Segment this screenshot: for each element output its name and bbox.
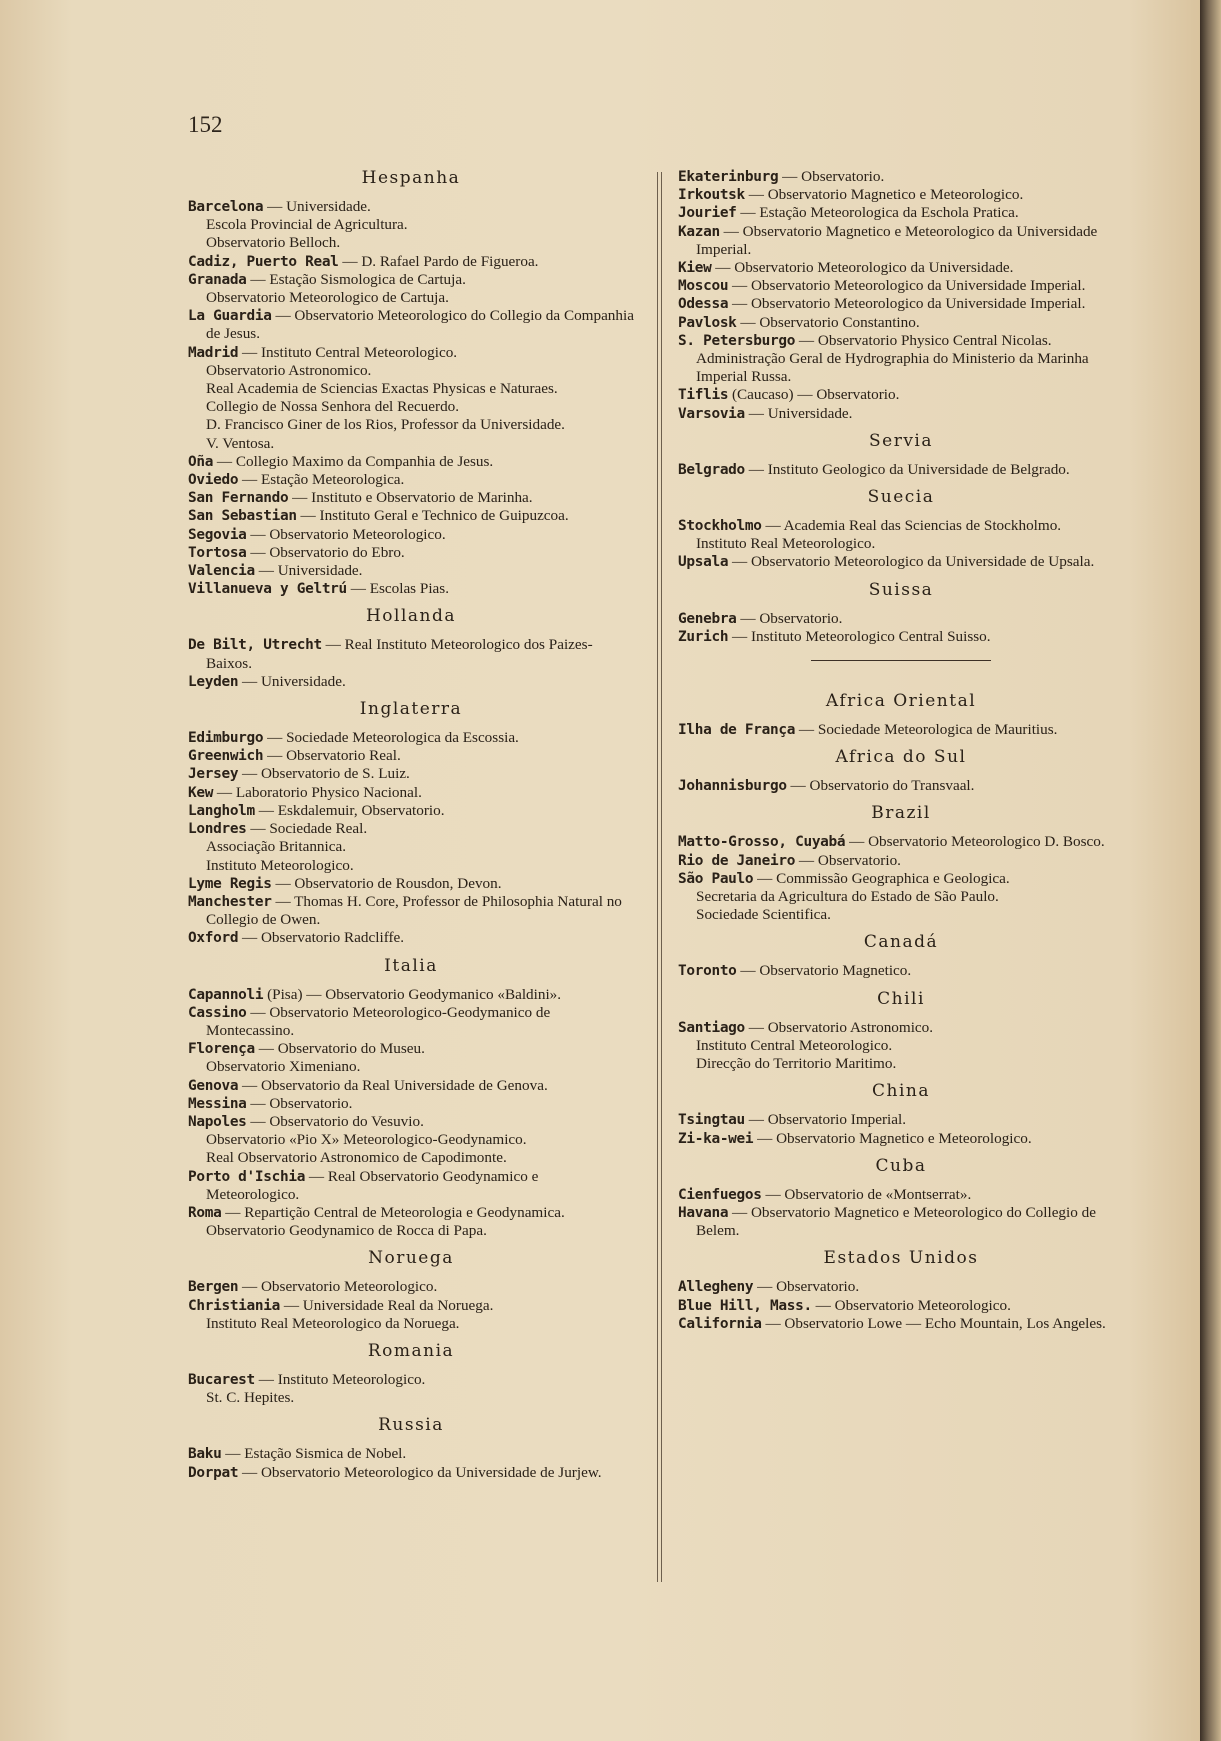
place-name: Matto-Grosso, Cuyabá bbox=[678, 834, 846, 851]
institution-text: — Observatorio. bbox=[778, 168, 885, 185]
institution-text: — Observatorio Meteorologico da Universidade Imperial. bbox=[728, 277, 1086, 295]
country-section bbox=[188, 168, 634, 598]
place-name: Bucarest bbox=[188, 1371, 255, 1388]
entry bbox=[678, 186, 1124, 204]
institution-text: — Observatorio Imperial. bbox=[744, 1111, 907, 1129]
entry-continuation: Observatorio Ximeniano. bbox=[206, 1058, 361, 1076]
country-section bbox=[678, 487, 1124, 572]
entry bbox=[188, 307, 634, 343]
place-name: Barcelona bbox=[188, 199, 264, 215]
institution-text: — Real Observatorio Geodynamico e Meteorologico. bbox=[206, 1167, 539, 1203]
country-heading: Chili bbox=[877, 988, 925, 1009]
place-name: Stockholmo bbox=[678, 518, 762, 535]
institution-text: — Observatorio da Real Universidade de Genova. bbox=[238, 1076, 548, 1094]
entry bbox=[188, 986, 634, 1004]
country-heading: Estados Unidos bbox=[823, 1248, 979, 1269]
institution-text: — Observatorio. bbox=[246, 1094, 353, 1112]
country-section bbox=[188, 1248, 634, 1333]
place-name: Granada bbox=[188, 271, 247, 288]
place-name: Toronto bbox=[678, 963, 737, 980]
entry-continuation: Escola Provincial de Agricultura. bbox=[206, 216, 408, 234]
entry bbox=[678, 610, 1124, 628]
entry bbox=[188, 1077, 634, 1095]
place-name: Napoles bbox=[188, 1113, 247, 1130]
entry-continuation: Instituto Central Meteorologico. bbox=[696, 1036, 893, 1054]
entry bbox=[678, 870, 1124, 888]
institution-text: — Observatorio Magnetico e Meteorologico do Collegio de Belem. bbox=[696, 1203, 1096, 1240]
place-name: Cassino bbox=[188, 1004, 247, 1021]
place-name: Ilha de França bbox=[678, 722, 796, 739]
institution-text: — Eskdalemuir, Observatorio. bbox=[254, 801, 445, 819]
entry-continuation: Real Observatorio Astronomico de Capodimonte. bbox=[206, 1149, 507, 1167]
entry bbox=[188, 802, 634, 820]
country-heading: Servia bbox=[868, 430, 933, 451]
institution-text: — Observatorio Meteorologico da Universidade de Upsala. bbox=[728, 553, 1095, 571]
institution-text: — Repartição Central de Meteorologia e Geodynamica. bbox=[221, 1203, 565, 1221]
place-name: Tiflis bbox=[678, 387, 729, 404]
entry bbox=[188, 562, 634, 580]
entry bbox=[678, 852, 1124, 870]
entry-continuation: St. C. Hepites. bbox=[206, 1389, 295, 1407]
entry bbox=[678, 259, 1124, 277]
entry bbox=[678, 1019, 1124, 1037]
place-name: Messina bbox=[188, 1095, 247, 1112]
institution-text: — Estação Meteorologica da Eschola Pratica. bbox=[736, 204, 1019, 222]
place-name: Cienfuegos bbox=[678, 1186, 762, 1203]
entry-continuation: Instituto Real Meteorologico. bbox=[696, 535, 876, 553]
entry-continuation: Instituto Real Meteorologico da Noruega. bbox=[206, 1314, 460, 1332]
institution-text: — Observatorio Meteorologico. bbox=[811, 1296, 1011, 1314]
place-name: Villanueva y Geltrú bbox=[188, 581, 347, 598]
right-column bbox=[678, 168, 1124, 1341]
country-heading: Suissa bbox=[868, 579, 934, 600]
country-section bbox=[678, 691, 1124, 739]
entry-continuation: Secretaria da Agricultura do Estado de São Paulo. bbox=[696, 888, 999, 906]
institution-text: — Observatorio Radcliffe. bbox=[238, 929, 405, 947]
place-name: Bergen bbox=[188, 1279, 239, 1296]
country-heading: Suecia bbox=[867, 487, 935, 508]
country-heading: Cuba bbox=[875, 1155, 927, 1176]
place-name: Irkoutsk bbox=[678, 187, 745, 204]
place-name: Moscou bbox=[678, 278, 729, 295]
institution-text: — Estação Meteorologica. bbox=[238, 471, 405, 489]
place-name: Jersey bbox=[188, 766, 239, 783]
entry bbox=[188, 453, 634, 471]
country-heading: Africa Oriental bbox=[825, 691, 977, 712]
entry bbox=[188, 1278, 634, 1296]
entry-continuation: Observatorio Geodynamico de Rocca di Papa. bbox=[206, 1222, 487, 1240]
section-rule bbox=[811, 660, 991, 661]
institution-text: — Universidade. bbox=[744, 404, 853, 422]
country-section bbox=[678, 747, 1124, 795]
place-name: Valencia bbox=[188, 563, 255, 580]
entry bbox=[188, 1040, 634, 1058]
entry bbox=[188, 929, 634, 947]
page-edge bbox=[1200, 0, 1221, 1741]
institution-text: (Caucaso) — Observatorio. bbox=[728, 386, 900, 404]
institution-text: — Observatorio Real. bbox=[263, 747, 401, 765]
institution-text: — Instituto Meteorologico Central Suisso. bbox=[728, 627, 991, 645]
place-name: Segovia bbox=[188, 526, 247, 543]
institution-text: — Universidade Real da Noruega. bbox=[280, 1296, 494, 1314]
country-heading: Canadá bbox=[863, 932, 939, 953]
entry-continuation: Real Academia de Sciencias Exactas Physicas e Naturaes. bbox=[206, 380, 558, 398]
entry-continuation: Administração Geral de Hydrographia do Ministerio da Marinha Imperial Russa. bbox=[696, 350, 1089, 386]
place-name: La Guardia bbox=[188, 308, 272, 325]
place-name: Zurich bbox=[678, 628, 729, 645]
country-section bbox=[678, 168, 1124, 423]
institution-text: — Instituto e Observatorio de Marinha. bbox=[288, 489, 533, 507]
institution-text: — Observatorio do Ebro. bbox=[246, 543, 405, 561]
place-name: Genova bbox=[188, 1077, 239, 1094]
place-name: Tortosa bbox=[188, 544, 247, 561]
place-name: Odessa bbox=[678, 296, 729, 313]
institution-text: — Observatorio Constantino. bbox=[736, 313, 920, 331]
entry bbox=[678, 1130, 1124, 1148]
entry bbox=[678, 1204, 1124, 1240]
institution-text: — Collegio Maximo da Companhia de Jesus. bbox=[213, 452, 494, 470]
place-name: Kazan bbox=[678, 223, 720, 240]
entry bbox=[188, 507, 634, 525]
place-name: Jourief bbox=[678, 205, 737, 222]
institution-text: — Sociedade Real. bbox=[246, 820, 368, 838]
institution-text: — Observatorio do Museu. bbox=[254, 1040, 425, 1058]
institution-text: — Instituto Central Meteorologico. bbox=[238, 343, 458, 361]
institution-text: — Universidade. bbox=[238, 672, 346, 690]
entry bbox=[188, 489, 634, 507]
institution-text: — Observatorio Magnetico e Meteorologico da Universidade Imperial. bbox=[696, 222, 1098, 258]
place-name: Havana bbox=[678, 1204, 729, 1221]
institution-text: — Laboratorio Physico Nacional. bbox=[213, 783, 422, 801]
entry bbox=[188, 784, 634, 802]
place-name: Ekaterinburg bbox=[678, 169, 779, 185]
place-name: Johannisburgo bbox=[678, 778, 787, 795]
place-name: Oña bbox=[188, 453, 214, 470]
entry bbox=[188, 875, 634, 893]
country-section bbox=[678, 989, 1124, 1074]
entry bbox=[188, 1204, 634, 1222]
entry bbox=[678, 1111, 1124, 1129]
country-heading: Brazil bbox=[871, 803, 931, 824]
place-name: Londres bbox=[188, 821, 247, 838]
institution-text: — Instituto Geologico da Universidade de Belgrado. bbox=[744, 460, 1070, 478]
entry-continuation: Observatorio Belloch. bbox=[206, 234, 341, 252]
institution-text: — Universidade. bbox=[254, 562, 363, 580]
institution-text: — Observatorio Magnetico e Meteorologico. bbox=[753, 1129, 1032, 1147]
entry-continuation: Instituto Meteorologico. bbox=[206, 856, 354, 874]
entry-continuation: D. Francisco Giner de los Rios, Professor da Universidade. bbox=[206, 416, 565, 434]
institution-text: — Observatorio Meteorologico. bbox=[246, 525, 446, 543]
entry bbox=[678, 1278, 1124, 1296]
place-name: San Sebastian bbox=[188, 508, 297, 525]
entry bbox=[188, 820, 634, 838]
country-section bbox=[678, 1248, 1124, 1333]
entry-continuation: Associação Britannica. bbox=[206, 838, 347, 856]
left-column bbox=[188, 168, 634, 1490]
country-section bbox=[188, 1415, 634, 1481]
place-name: Oviedo bbox=[188, 472, 239, 489]
entry bbox=[678, 168, 1124, 186]
entry-continuation: Collegio de Nossa Senhora del Recuerdo. bbox=[206, 398, 460, 416]
institution-text: — Observatorio Meteorologico do Collegio da Companhia de Jesus. bbox=[206, 307, 634, 343]
institution-text: — Sociedade Meteorologica de Mauritius. bbox=[795, 721, 1058, 739]
entry bbox=[678, 1297, 1124, 1315]
country-heading: Romania bbox=[367, 1340, 455, 1361]
entry bbox=[188, 1168, 634, 1204]
place-name: Genebra bbox=[678, 610, 737, 627]
entry bbox=[188, 893, 634, 929]
entry bbox=[678, 721, 1124, 739]
institution-text: — Observatorio do Vesuvio. bbox=[246, 1112, 424, 1130]
institution-text: — Observatorio Magnetico. bbox=[736, 962, 912, 980]
place-name: Manchester bbox=[188, 893, 272, 910]
place-name: De Bilt, Utrecht bbox=[188, 637, 322, 654]
place-name: Edimburgo bbox=[188, 730, 264, 747]
country-heading: Hollanda bbox=[365, 606, 457, 627]
entry-continuation: Observatorio «Pio X» Meteorologico-Geodynamico. bbox=[206, 1131, 527, 1149]
place-name: Roma bbox=[188, 1204, 222, 1221]
place-name: Leyden bbox=[188, 673, 239, 690]
institution-text: — Academia Real das Sciencias de Stockholmo. bbox=[761, 517, 1062, 535]
institution-text: — Escolas Pias. bbox=[346, 580, 450, 598]
institution-text: — Estação Sismica de Nobel. bbox=[221, 1445, 407, 1463]
place-name: San Fernando bbox=[188, 490, 289, 507]
country-heading: China bbox=[872, 1081, 930, 1102]
country-heading: Inglaterra bbox=[359, 699, 463, 720]
institution-text: — Observatorio. bbox=[753, 1278, 860, 1296]
entry bbox=[188, 1464, 634, 1482]
institution-text: — Thomas H. Core, Professor de Philosophia Natural no Collegio de Owen. bbox=[206, 892, 622, 929]
country-heading: Russia bbox=[378, 1415, 444, 1436]
entry bbox=[188, 253, 634, 271]
entry bbox=[678, 223, 1124, 259]
entry bbox=[188, 544, 634, 562]
entry bbox=[188, 729, 634, 747]
institution-text: — Observatorio Meteorologico D. Bosco. bbox=[845, 833, 1105, 851]
institution-text: — D. Rafael Pardo de Figueroa. bbox=[338, 252, 539, 270]
country-heading: Noruega bbox=[368, 1248, 454, 1269]
entry bbox=[678, 517, 1124, 535]
country-section bbox=[188, 956, 634, 1241]
institution-text: — Observatorio de Rousdon, Devon. bbox=[271, 874, 502, 892]
entry bbox=[678, 962, 1124, 980]
place-name: Langholm bbox=[188, 802, 255, 819]
entry bbox=[188, 1297, 634, 1315]
institution-text: — Universidade. bbox=[263, 198, 371, 215]
institution-text: — Observatorio do Transvaal. bbox=[786, 777, 975, 795]
institution-text: — Estação Sismologica de Cartuja. bbox=[246, 270, 466, 288]
entry bbox=[188, 1113, 634, 1131]
entry bbox=[678, 277, 1124, 295]
institution-text: (Pisa) — Observatorio Geodymanico «Baldini». bbox=[263, 985, 562, 1003]
institution-text: — Observatorio Lowe — Echo Mountain, Los Angeles. bbox=[761, 1314, 1106, 1332]
institution-text: — Instituto Meteorologico. bbox=[254, 1370, 426, 1388]
place-name: Florença bbox=[188, 1041, 255, 1058]
entry bbox=[188, 1371, 634, 1389]
institution-text: — Observatorio Physico Central Nicolas. bbox=[795, 331, 1052, 349]
entry-continuation: Sociedade Scientifica. bbox=[696, 906, 831, 924]
place-name: São Paulo bbox=[678, 870, 754, 887]
institution-text: — Observatorio de S. Luiz. bbox=[238, 765, 410, 783]
entry bbox=[188, 673, 634, 691]
place-name: Dorpat bbox=[188, 1464, 239, 1481]
institution-text: — Observatorio. bbox=[736, 609, 843, 627]
place-name: Santiago bbox=[678, 1019, 745, 1036]
institution-text: — Observatorio Meteorologico-Geodymanico de Montecassino. bbox=[206, 1003, 551, 1039]
institution-text: — Real Instituto Meteorologico dos Paizes-Baixos. bbox=[206, 636, 593, 672]
place-name: Zi-ka-wei bbox=[678, 1130, 754, 1147]
entry bbox=[188, 471, 634, 489]
page-number: 152 bbox=[188, 112, 223, 137]
place-name: Varsovia bbox=[678, 405, 745, 422]
institution-text: — Instituto Geral e Technico de Guipuzcoa. bbox=[296, 507, 569, 525]
institution-text: — Sociedade Meteorologica da Escossia. bbox=[263, 729, 519, 747]
place-name: Kiew bbox=[678, 260, 712, 277]
institution-text: — Observatorio Meteorologico da Universidade de Jurjew. bbox=[238, 1463, 602, 1481]
entry bbox=[188, 1095, 634, 1113]
country-heading: Africa do Sul bbox=[835, 747, 967, 768]
entry-continuation: Observatorio Astronomico. bbox=[206, 361, 372, 379]
place-name: Rio de Janeiro bbox=[678, 852, 796, 869]
entry bbox=[188, 198, 634, 216]
entry bbox=[678, 1186, 1124, 1204]
country-section bbox=[678, 803, 1124, 924]
country-heading: Hespanha bbox=[361, 168, 461, 188]
entry bbox=[678, 777, 1124, 795]
entry bbox=[678, 295, 1124, 313]
place-name: Kew bbox=[188, 784, 214, 801]
institution-text: — Observatorio Magnetico e Meteorologico. bbox=[744, 186, 1024, 204]
place-name: Allegheny bbox=[678, 1279, 754, 1296]
entry-continuation: Observatorio Meteorologico de Cartuja. bbox=[206, 289, 449, 307]
entry bbox=[678, 833, 1124, 851]
place-name: Lyme Regis bbox=[188, 875, 272, 892]
country-section bbox=[678, 1156, 1124, 1241]
country-section bbox=[678, 1081, 1124, 1147]
entry bbox=[188, 526, 634, 544]
entry bbox=[188, 271, 634, 289]
country-section bbox=[188, 606, 634, 691]
place-name: S. Petersburgo bbox=[678, 332, 796, 349]
entry bbox=[188, 344, 634, 362]
entry bbox=[678, 405, 1124, 423]
entry bbox=[678, 628, 1124, 646]
entry bbox=[188, 580, 634, 598]
country-heading: Italia bbox=[384, 955, 438, 976]
entry bbox=[188, 1445, 634, 1463]
entry bbox=[678, 1315, 1124, 1333]
place-name: Blue Hill, Mass. bbox=[678, 1297, 812, 1314]
entry-continuation: Direcção do Territorio Maritimo. bbox=[696, 1055, 897, 1073]
country-section bbox=[678, 932, 1124, 980]
place-name: Capannoli bbox=[188, 986, 264, 1003]
institution-text: — Observatorio Astronomico. bbox=[744, 1018, 934, 1036]
institution-text: — Commissão Geographica e Geologica. bbox=[753, 869, 1010, 887]
institution-text: — Observatorio Meteorologico. bbox=[238, 1278, 438, 1296]
entry bbox=[188, 636, 634, 672]
place-name: Baku bbox=[188, 1446, 222, 1463]
place-name: Greenwich bbox=[188, 748, 264, 765]
entry bbox=[678, 204, 1124, 222]
entry bbox=[678, 314, 1124, 332]
place-name: Tsingtau bbox=[678, 1112, 745, 1129]
place-name: Madrid bbox=[188, 344, 239, 361]
country-section bbox=[188, 1341, 634, 1407]
place-name: Porto d'Ischia bbox=[188, 1168, 306, 1185]
place-name: Pavlosk bbox=[678, 314, 737, 331]
entry bbox=[188, 765, 634, 783]
institution-text: — Observatorio de «Montserrat». bbox=[761, 1185, 972, 1203]
entry bbox=[678, 553, 1124, 571]
country-section bbox=[678, 431, 1124, 479]
institution-text: — Observatorio Meteorologico da Universidade Imperial. bbox=[728, 295, 1086, 313]
institution-text: — Observatorio. bbox=[795, 851, 901, 869]
entry bbox=[188, 1004, 634, 1040]
country-section bbox=[188, 699, 634, 947]
place-name: California bbox=[678, 1315, 762, 1332]
country-section bbox=[678, 580, 1124, 646]
entry bbox=[678, 461, 1124, 479]
place-name: Upsala bbox=[678, 554, 729, 571]
entry bbox=[188, 747, 634, 765]
entry bbox=[678, 332, 1124, 350]
institution-text: — Observatorio Meteorologico da Universidade. bbox=[711, 259, 1014, 277]
column-divider bbox=[657, 172, 662, 1582]
entry-continuation: V. Ventosa. bbox=[206, 434, 275, 452]
entry bbox=[678, 386, 1124, 404]
place-name: Cadiz, Puerto Real bbox=[188, 253, 339, 270]
place-name: Belgrado bbox=[678, 461, 745, 478]
place-name: Christiania bbox=[188, 1297, 281, 1314]
place-name: Oxford bbox=[188, 930, 239, 947]
